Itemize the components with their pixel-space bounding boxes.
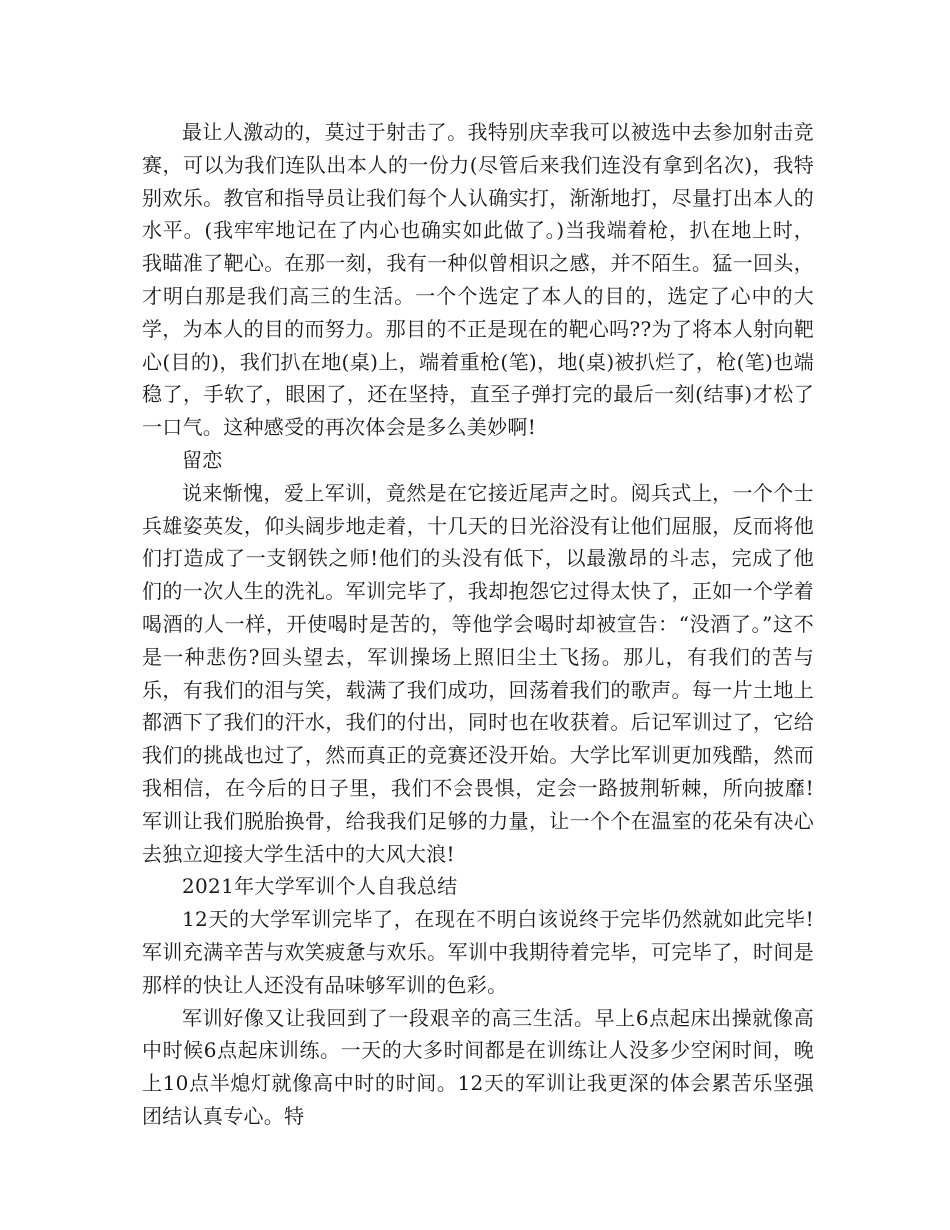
paragraph-senior-year: 军训好像又让我回到了一段艰辛的高三生活。早上6点起床出操就像高中时候6点起床训练。一天的大多时间都是在训练让人没多少空闲时间，晚上10点半熄灯就像高中时的时间。12天的军训让我更深的体会累苦乐坚强团结认真专心。特: [142, 1005, 814, 1128]
paragraph-nostalgia: 说来惭愧，爱上军训，竟然是在它接近尾声之时。阅兵式上，一个个士兵雄姿英发，仰头阔步地走着，十几天的日光浴没有让他们屈服，反而将他们打造成了一支钢铁之师!他们的头没有低下，以最激昂的斗志，完成了他们的一次人生的洗礼。军训完毕了，我却抱怨它过得太快了，正如一个学着喝酒的人一样，开使喝时是苦的，等他学会喝时却被宣告：“没酒了。”这不是一种悲伤?回头望去，军训操场上照旧尘土飞扬。那儿，有我们的苦与乐，有我们的泪与笑，载满了我们成功，回荡着我们的歌声。每一片土地上都洒下了我们的汗水，我们的付出，同时也在收获着。后记军训过了，它给我们的挑战也过了，然而真正的竞赛还没开始。大学比军训更加残酷，然而我相信，在今后的日子里，我们不会畏惧，定会一路披荆斩棘，所向披靡!军训让我们脱胎换骨，给我我们足够的力量，让一个个在温室的花朵有决心去独立迎接大学生活中的大风大浪!: [142, 480, 814, 866]
section-heading-summary: 2021年大学军训个人自我总结: [182, 874, 458, 899]
paragraph-shooting: 最让人激动的，莫过于射击了。我特别庆幸我可以被选中去参加射击竞赛，可以为我们连队出本人的一份力(尽管后来我们连没有拿到名次)，我特别欢乐。教官和指导员让我们每个人认确实打，渐渐地打，尽量打出本人的水平。(我牢牢地记在了内心也确实如此做了。)当我端着枪，扒在地上时，我瞄准了靶心。在那一刻，我有一种似曾相识之感，并不陌生。猛一回头，才明白那是我们高三的生活。一个个选定了本人的目的，选定了心中的大学，为本人的目的而努力。那目的不正是现在的靶心吗??为了将本人射向靶心(目的)，我们扒在地(桌)上，端着重枪(笔)，地(桌)被扒烂了，枪(笔)也端稳了，手软了，眼困了，还在坚持，直至子弹打完的最后一刻(结事)才松了一口气。这种感受的再次体会是多么美妙啊!: [142, 120, 814, 440]
paragraph-twelve-days: 12天的大学军训完毕了，在现在不明白该说终于完毕仍然就如此完毕!军训充满辛苦与欢笑疲惫与欢乐。军训中我期待着完毕，可完毕了，时间是那样的快让人还没有品味够军训的色彩。: [142, 907, 814, 997]
document-body: [142, 116, 814, 1133]
section-heading-liulian: 留恋: [182, 447, 223, 472]
